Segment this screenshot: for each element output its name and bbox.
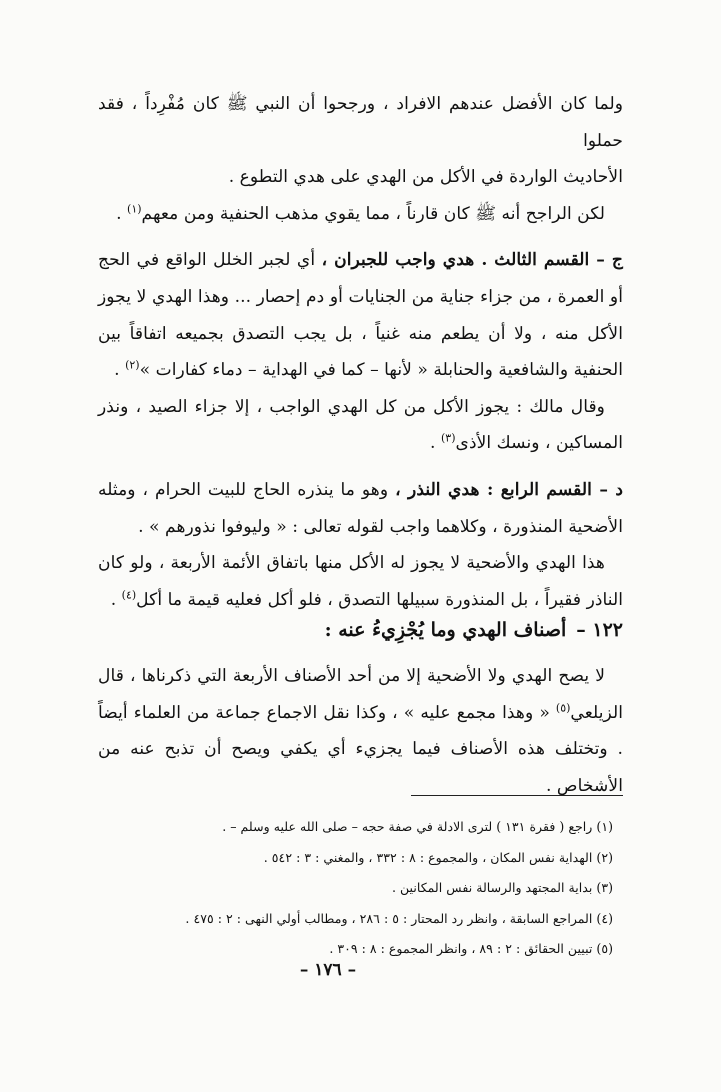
paragraph-1 <box>98 86 623 196</box>
footnote-divider <box>411 795 623 796</box>
main-text <box>98 86 623 618</box>
footnote-ref-1[interactable]: (١) <box>127 202 142 216</box>
footnote-1: (١) راجع ( فقرة ١٣١ ) لترى الادلة في صفة حجه – صلى الله عليه وسلم – . <box>222 819 613 834</box>
section-number: ١٢٢ – <box>576 619 623 641</box>
paragraph-3-end: . <box>114 360 126 381</box>
section-title: أصناف الهدي وما يُجْزِيءُ عنه : <box>324 619 567 641</box>
section-heading <box>98 612 623 648</box>
section-d-heading: د – القسم الرابع : هدي النذر ، <box>395 479 623 500</box>
paragraph-4 <box>98 389 623 462</box>
footnotes <box>98 812 613 965</box>
footnote-2: (٢) الهداية نفس المكان ، والمجموع : ٨ : ٣٣٢ ، والمغني : ٣ : ٥٤٢ . <box>263 849 613 865</box>
paragraph-4-end: . <box>430 433 441 454</box>
paragraph-3 <box>98 242 623 388</box>
section-paragraph-text-a: لا يصح الهدي ولا الأضحية إلا من أحد الأصناف الأربعة التي ذكرناها ، قال الزيلعي <box>98 666 623 723</box>
footnote-4: (٤) المراجع السابقة ، وانظر رد المحتار : ٥ : ٢٨٦ ، ومطالب أولي النهى : ٢ : ٤٧٥ . <box>185 910 613 926</box>
section-c-heading: ج – القسم الثالث . هدي واجب للجبران ، <box>321 250 623 271</box>
footnote-ref-5[interactable]: (٥) <box>555 700 571 714</box>
section-body <box>98 658 623 804</box>
page-number: – ١٧٦ – <box>299 960 357 980</box>
paragraph-5 <box>98 472 623 545</box>
footnote-5: (٥) تبيين الحقائق : ٢ : ٨٩ ، وانظر المجموع : ٨ : ٣٠٩ . <box>329 941 613 956</box>
paragraph-2-end: . <box>116 203 128 224</box>
paragraph-2-text: لكن الراجح أنه ﷺ كان قارناً ، مما يقوي مذهب الحنفية ومن معهم <box>141 203 605 224</box>
footnote-ref-3[interactable]: (٣) <box>440 431 456 445</box>
paragraph-5-text: وهو ما ينذره الحاج للبيت الحرام ، ومثله الأضحية المنذورة ، وكلاهما واجب لقوله تعالى : « وليوفوا نذورهم » . <box>98 479 623 537</box>
paragraph-3-text: أي لجبر الخلل الواقع في الحج أو العمرة ، من جزاء جناية من الجنايات أو دم إحصار ... وهذا الهدي لا يجوز الأكل منه ، ولا أن يطعم منه غنياً ، بل يجب التصدق بجميعه اتفاقاً بين الحنفية والشافعية والحنابلة « لأنها – كما في الهداية – دماء كفارات » <box>98 250 623 381</box>
section-paragraph <box>98 658 623 804</box>
paragraph-1-line-2: الأحاديث الواردة في الأكل من الهدي على هدي التطوع . <box>228 167 623 188</box>
footnote-3: (٣) بداية المجتهد والرسالة نفس المكانين . <box>391 880 613 895</box>
paragraph-1-line-1: ولما كان الأفضل عندهم الافراد ، ورجحوا أن النبي ﷺ كان مُفْرِداً ، فقد حملوا <box>98 94 623 151</box>
paragraph-6 <box>98 545 623 618</box>
paragraph-6-text: هذا الهدي والأضحية لا يجوز له الأكل منها باتفاق الأئمة الأربعة ، ولو كان الناذر فقيراً ، بل المنذورة سبيلها التصدق ، فلو أكل فعليه قيمة ما أكل <box>98 553 623 610</box>
footnote-ref-2[interactable]: (٢) <box>125 358 140 372</box>
paragraph-4-text: وقال مالك : يجوز الأكل من كل الهدي الواجب ، إلا جزاء الصيد ، ونذر المساكين ، ونسك الأذى <box>98 396 623 454</box>
paragraph-2 <box>98 196 623 233</box>
section-paragraph-text-b: « وهذا مجمع عليه » ، وكذا نقل الاجماع جماعة من العلماء أيضاً . وتختلف هذه الأصناف فيما يجزيء أي يكفي ويصح أن تذبح عنه من الأشخاص . <box>98 702 623 796</box>
paragraph-6-end: . <box>110 589 122 610</box>
footnote-ref-4[interactable]: (٤) <box>121 587 137 601</box>
